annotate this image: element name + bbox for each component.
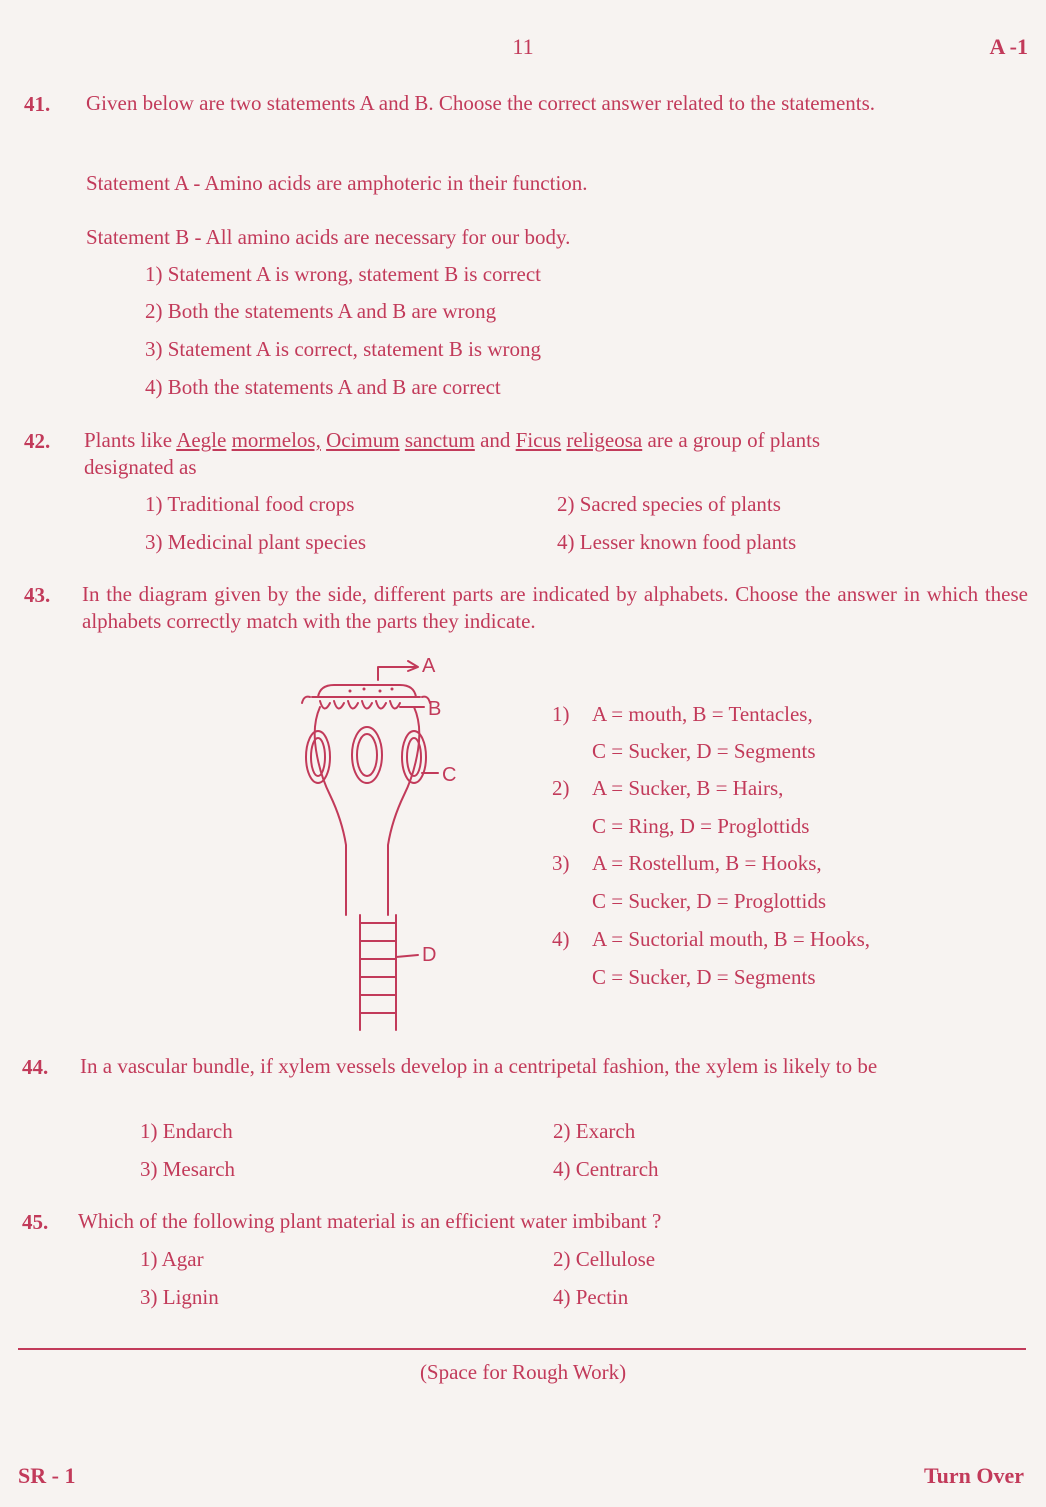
question-42-option-1[interactable]: 1) Traditional food crops [145, 492, 355, 516]
footer-series: SR - 1 [18, 1463, 76, 1488]
question-43-option-3-line2: C = Sucker, D = Proglottids [592, 889, 827, 913]
question-43-option-3[interactable]: 3) A = Rostellum, B = Hooks, [552, 851, 822, 875]
question-43-text: In the diagram given by the side, different parts are indicated by alphabets. Choose the answer in which these alphabets correctly match with the parts they indicate. [82, 582, 1028, 633]
question-44-option-1[interactable]: 1) Endarch [140, 1119, 233, 1143]
question-44-option-3[interactable]: 3) Mesarch [140, 1157, 236, 1181]
question-42-option-4[interactable]: 4) Lesser known food plants [557, 530, 797, 554]
question-43-option-2-line2: C = Ring, D = Proglottids [592, 814, 810, 838]
question-41-option-3[interactable]: 3) Statement A is correct, statement B is wrong [145, 337, 542, 361]
diagram-label-a: A [422, 655, 436, 677]
page-number: 11 [512, 34, 534, 59]
tapeworm-scolex-diagram [290, 645, 490, 1040]
question-41-option-2[interactable]: 2) Both the statements A and B are wrong [145, 299, 497, 323]
question-43-option-1[interactable]: 1) A = mouth, B = Tentacles, [552, 702, 813, 726]
question-45-option-2[interactable]: 2) Cellulose [553, 1247, 656, 1271]
question-42-text: Plants like Aegle mormelos, Ocimum sanctum and Ficus religeosa are a group of plants [84, 428, 821, 452]
question-41-statement-b: Statement B - All amino acids are necessary for our body. [86, 225, 571, 249]
question-45-option-4[interactable]: 4) Pectin [553, 1285, 629, 1309]
question-41-option-1[interactable]: 1) Statement A is wrong, statement B is correct [145, 262, 542, 286]
question-41-number: 41. [24, 92, 51, 116]
question-44-text: In a vascular bundle, if xylem vessels develop in a centripetal fashion, the xylem is likely to be [80, 1054, 878, 1078]
question-41-statement-a: Statement A - Amino acids are amphoteric in their function. [86, 171, 588, 195]
footer-turn-over: Turn Over [923, 1463, 1024, 1488]
series-code: A -1 [989, 34, 1028, 59]
question-42-text-line2: designated as [84, 455, 197, 479]
question-45-number: 45. [22, 1210, 49, 1234]
question-43-number: 43. [24, 583, 51, 607]
question-43-option-4-line2: C = Sucker, D = Segments [592, 965, 816, 989]
question-44-number: 44. [22, 1055, 49, 1079]
rough-work-divider [18, 1348, 1026, 1350]
question-43-option-4[interactable]: 4) A = Suctorial mouth, B = Hooks, [552, 927, 871, 951]
diagram-label-d: D [422, 944, 437, 966]
question-45-option-3[interactable]: 3) Lignin [140, 1285, 219, 1309]
question-45-option-1[interactable]: 1) Agar [140, 1247, 204, 1271]
question-41-text: Given below are two statements A and B. Choose the correct answer related to the statements. [86, 91, 876, 115]
question-42-number: 42. [24, 429, 51, 453]
question-44-option-4[interactable]: 4) Centrarch [553, 1157, 659, 1181]
diagram-label-b: B [428, 698, 442, 720]
question-42-option-2[interactable]: 2) Sacred species of plants [557, 492, 781, 516]
question-42-option-3[interactable]: 3) Medicinal plant species [145, 530, 367, 554]
question-41-option-4[interactable]: 4) Both the statements A and B are correct [145, 375, 501, 399]
question-43-option-1-line2: C = Sucker, D = Segments [592, 739, 816, 763]
question-45-text: Which of the following plant material is an efficient water imbibant ? [78, 1209, 662, 1233]
rough-work-label: (Space for Rough Work) [419, 1360, 627, 1384]
diagram-label-c: C [442, 764, 457, 786]
question-44-option-2[interactable]: 2) Exarch [553, 1119, 636, 1143]
question-43-option-2[interactable]: 2) A = Sucker, B = Hairs, [552, 776, 784, 800]
